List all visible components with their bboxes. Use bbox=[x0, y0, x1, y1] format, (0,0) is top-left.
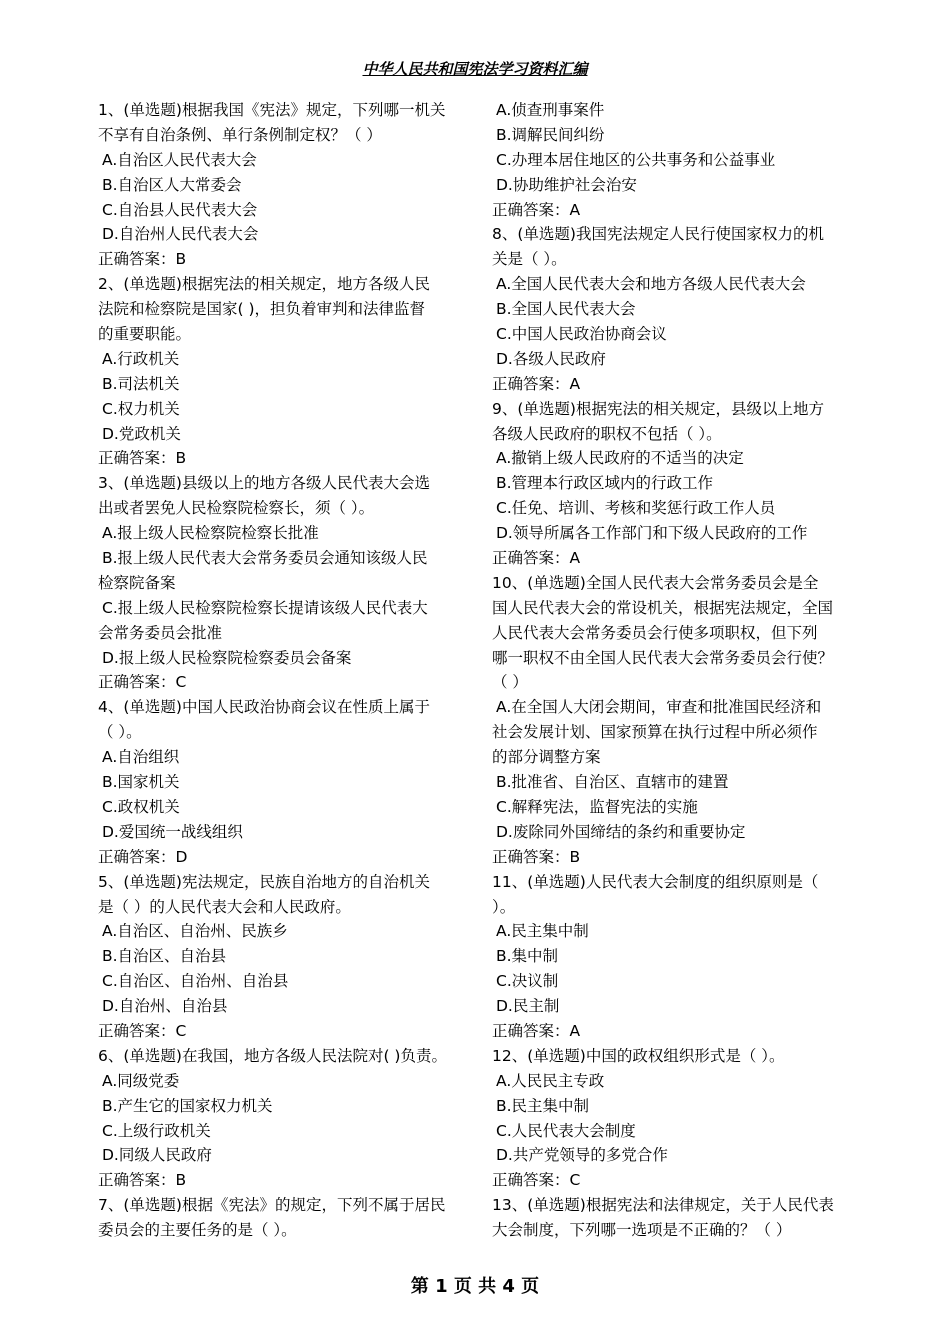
option-line: B.报上级人民代表大会常务委员会通知该级人民 bbox=[102, 549, 428, 568]
text-line: 社会发展计划、国家预算在执行过程中所必须作 bbox=[492, 723, 818, 742]
text-line: 7、(单选题)根据《宪法》的规定，下列不属于居民 bbox=[98, 1196, 446, 1215]
text-line: 5、(单选题)宪法规定，民族自治地方的自治机关 bbox=[98, 872, 430, 891]
document-header: 中华人民共和国宪法学习资料汇编 bbox=[362, 60, 588, 78]
option-line: A.行政机关 bbox=[102, 349, 180, 368]
text-line: 出或者罢免人民检察院检察长，须（ ）。 bbox=[98, 499, 375, 518]
text-line: 各级人民政府的职权不包括（ ）。 bbox=[492, 424, 722, 443]
right-column bbox=[492, 98, 854, 1243]
option-line: B.国家机关 bbox=[102, 773, 180, 792]
text-line: 正确答案：B bbox=[492, 847, 581, 866]
option-line: A.撤销上级人民政府的不适当的决定 bbox=[496, 449, 744, 468]
option-line: A.同级党委 bbox=[102, 1071, 180, 1090]
left-column bbox=[98, 98, 466, 1243]
text-line: 大会制度，下列哪一选项是不正确的？（ ） bbox=[492, 1221, 792, 1240]
text-line: 13、(单选题)根据宪法和法律规定，关于人民代表 bbox=[492, 1196, 834, 1215]
option-line: A.自治区、自治州、民族乡 bbox=[102, 922, 288, 941]
text-line: 法院和检察院是国家( )，担负着审判和法律监督 bbox=[98, 300, 426, 319]
option-line: B.产生它的国家权力机关 bbox=[102, 1096, 273, 1115]
option-line: D.领导所属各工作部门和下级人民政府的工作 bbox=[496, 524, 808, 543]
option-line: D.同级人民政府 bbox=[102, 1146, 212, 1165]
option-line: D.废除同外国缔结的条约和重要协定 bbox=[496, 822, 746, 841]
text-line: 正确答案：C bbox=[98, 1021, 187, 1040]
text-line: 会常务委员会批准 bbox=[98, 623, 223, 642]
text-line: 1、(单选题)根据我国《宪法》规定，下列哪一机关 bbox=[98, 101, 446, 119]
text-line: 正确答案：A bbox=[492, 549, 581, 568]
option-line: B.自治区、自治县 bbox=[102, 947, 227, 966]
text-line: 是（ ）的人民代表大会和人民政府。 bbox=[98, 897, 351, 916]
option-line: A.报上级人民检察院检察长批准 bbox=[102, 524, 319, 543]
text-line: 关是（ ）。 bbox=[492, 250, 567, 269]
text-line: 正确答案：A bbox=[492, 1021, 581, 1040]
option-line: B.管理本行政区域内的行政工作 bbox=[496, 474, 714, 493]
option-line: C.权力机关 bbox=[102, 399, 180, 418]
option-line: B.民主集中制 bbox=[496, 1096, 590, 1115]
option-line: D.自治州人民代表大会 bbox=[102, 225, 259, 244]
text-line: 不享有自治条例、单行条例制定权？（ ） bbox=[98, 125, 382, 144]
text-line: 正确答案：A bbox=[492, 374, 581, 393]
text-line: 正确答案：B bbox=[98, 1171, 187, 1190]
text-line: 正确答案：A bbox=[492, 200, 581, 219]
text-line: 国人民代表大会的常设机关，根据宪法规定，全国 bbox=[492, 598, 834, 617]
option-line: B.司法机关 bbox=[102, 374, 180, 393]
option-line: C.政权机关 bbox=[102, 797, 180, 816]
text-line: 4、(单选题)中国人民政治协商会议在性质上属于 bbox=[98, 698, 430, 717]
text-line: 12、(单选题)中国的政权组织形式是（ ）。 bbox=[492, 1046, 785, 1065]
text-line: （ ） bbox=[492, 673, 528, 692]
option-line: D.自治州、自治县 bbox=[102, 997, 228, 1016]
text-line: 委员会的主要任务的是（ ）。 bbox=[98, 1221, 297, 1240]
option-line: C.报上级人民检察院检察长提请该级人民代表大 bbox=[102, 598, 428, 617]
text-line: 的部分调整方案 bbox=[492, 748, 601, 767]
text-line: 9、(单选题)根据宪法的相关规定，县级以上地方 bbox=[492, 399, 824, 418]
option-line: B.自治区人大常委会 bbox=[102, 175, 242, 194]
text-line: 检察院备案 bbox=[98, 573, 176, 592]
text-line: （ ）。 bbox=[98, 723, 142, 742]
option-line: D.民主制 bbox=[496, 997, 560, 1016]
page-footer: 第 1 页 共 4 页 bbox=[410, 1276, 540, 1297]
text-line: 2、(单选题)根据宪法的相关规定，地方各级人民 bbox=[98, 275, 430, 294]
option-line: D.共产党领导的多党合作 bbox=[496, 1146, 668, 1165]
text-line: 11、(单选题)人民代表大会制度的组织原则是（ bbox=[492, 872, 819, 891]
option-line: C.解释宪法，监督宪法的实施 bbox=[496, 797, 698, 816]
text-line: 正确答案：C bbox=[492, 1171, 581, 1190]
text-line: 正确答案：B bbox=[98, 449, 187, 468]
text-line: 正确答案：D bbox=[98, 847, 188, 866]
option-line: D.协助维护社会治安 bbox=[496, 175, 637, 194]
text-line: 6、(单选题)在我国，地方各级人民法院对( )负责。 bbox=[98, 1046, 447, 1065]
text-line: ）。 bbox=[492, 897, 516, 916]
option-line: D.报上级人民检察院检察委员会备案 bbox=[102, 648, 352, 667]
option-line: C.自治县人民代表大会 bbox=[102, 200, 258, 219]
option-line: D.爱国统一战线组织 bbox=[102, 822, 243, 841]
text-line: 8、(单选题)我国宪法规定人民行使国家权力的机 bbox=[492, 225, 824, 244]
text-line: 人民代表大会常务委员会行使多项职权，但下列 bbox=[492, 623, 818, 642]
option-line: D.各级人民政府 bbox=[496, 349, 606, 368]
text-line: 3、(单选题)县级以上的地方各级人民代表大会选 bbox=[98, 474, 430, 493]
text-line: 10、(单选题)全国人民代表大会常务委员会是全 bbox=[492, 573, 819, 592]
option-line: A.自治区人民代表大会 bbox=[102, 150, 257, 169]
option-line: C.人民代表大会制度 bbox=[496, 1121, 636, 1140]
option-line: C.办理本居住地区的公共事务和公益事业 bbox=[496, 150, 776, 169]
option-line: C.上级行政机关 bbox=[102, 1121, 211, 1140]
option-line: B.集中制 bbox=[496, 947, 559, 966]
option-line: C.中国人民政治协商会议 bbox=[496, 325, 667, 344]
option-line: A.在全国人大闭会期间，审查和批准国民经济和 bbox=[496, 698, 822, 717]
option-line: C.决议制 bbox=[496, 972, 559, 991]
option-line: C.任免、培训、考核和奖惩行政工作人员 bbox=[496, 499, 776, 518]
text-line: 的重要职能。 bbox=[98, 325, 192, 344]
option-line: B.全国人民代表大会 bbox=[496, 300, 636, 319]
option-line: A.自治组织 bbox=[102, 748, 180, 767]
option-line: A.侦查刑事案件 bbox=[496, 101, 605, 119]
option-line: A.全国人民代表大会和地方各级人民代表大会 bbox=[496, 275, 806, 294]
option-line: B.调解民间纠纷 bbox=[496, 125, 605, 144]
option-line: D.党政机关 bbox=[102, 424, 181, 443]
option-line: A.民主集中制 bbox=[496, 922, 589, 941]
text-line: 正确答案：B bbox=[98, 250, 187, 269]
option-line: B.批准省、自治区、直辖市的建置 bbox=[496, 773, 729, 792]
option-line: A.人民民主专政 bbox=[496, 1071, 605, 1090]
text-line: 正确答案：C bbox=[98, 673, 187, 692]
text-line: 哪一职权不由全国人民代表大会常务委员会行使？ bbox=[492, 648, 834, 667]
option-line: C.自治区、自治州、自治县 bbox=[102, 972, 289, 991]
